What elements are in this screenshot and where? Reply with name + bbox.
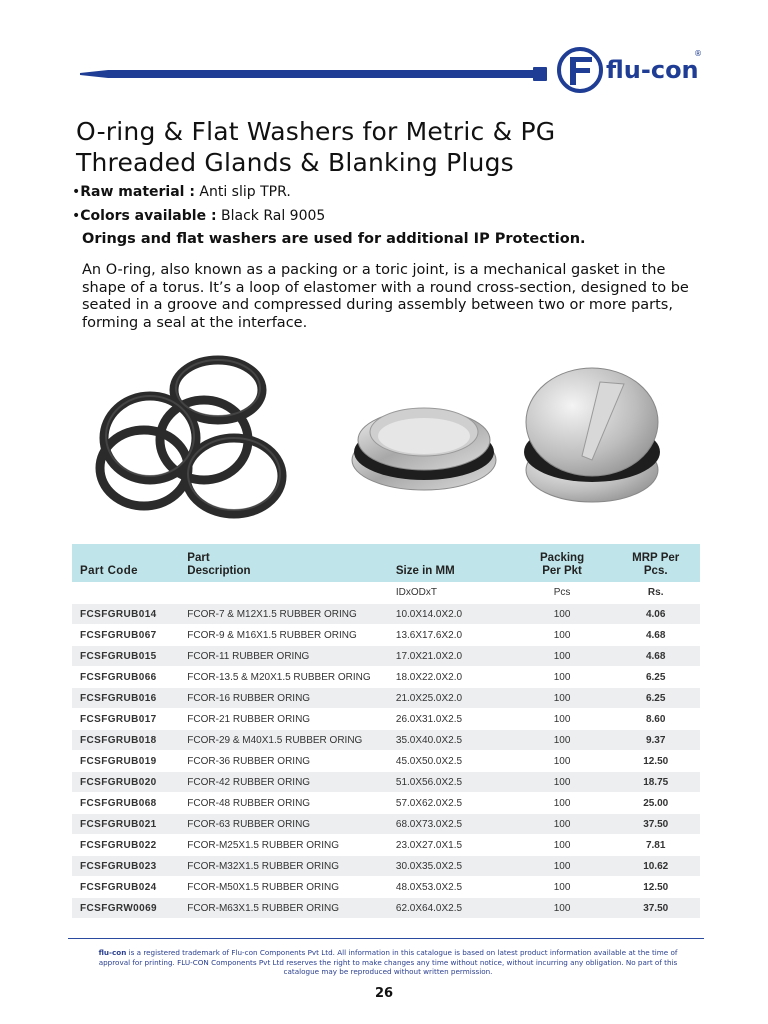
cell-mrp: 7.81: [611, 835, 700, 856]
cell-description: FCOR-M32X1.5 RUBBER ORING: [187, 856, 396, 877]
blanking-plug-closed-image: [520, 360, 664, 508]
orings-image: [92, 348, 292, 520]
cell-size: 21.0X25.0X2.0: [396, 688, 513, 709]
cell-packing: 100: [513, 709, 612, 730]
table-row: [72, 604, 700, 625]
footer-logo-text: flu-con: [98, 948, 127, 957]
cell-part-code: FCSFGRUB018: [72, 730, 187, 751]
title-line-1: O-ring & Flat Washers for Metric & PG: [76, 117, 556, 146]
bullet-colors-available: [72, 208, 325, 224]
cell-mrp: 8.60: [611, 709, 700, 730]
header-packing: [513, 544, 612, 582]
table-row: [72, 877, 700, 898]
ip-protection-note: Orings and flat washers are used for additional IP Protection.: [82, 231, 586, 247]
cell-size: 30.0X35.0X2.5: [396, 856, 513, 877]
cell-mrp: 18.75: [611, 772, 700, 793]
cell-packing: 100: [513, 835, 612, 856]
cell-packing: 100: [513, 646, 612, 667]
cell-part-code: FCSFGRUB014: [72, 604, 187, 625]
table-row: [72, 625, 700, 646]
cell-part-code: FCSFGRUB015: [72, 646, 187, 667]
cell-packing: 100: [513, 772, 612, 793]
cell-description: FCOR-7 & M12X1.5 RUBBER ORING: [187, 604, 396, 625]
table-row: [72, 814, 700, 835]
flu-con-logo-icon: [556, 40, 706, 104]
bullet-dot: •: [72, 208, 81, 224]
cell-description: FCOR-36 RUBBER ORING: [187, 751, 396, 772]
page-title: [76, 116, 716, 178]
cell-description: FCOR-M50X1.5 RUBBER ORING: [187, 877, 396, 898]
header-part-description-line-1: Part: [187, 552, 210, 564]
cell-size: 62.0X64.0X2.5: [396, 898, 513, 919]
cell-part-code: FCSFGRW0069: [72, 898, 187, 919]
cell-description: FCOR-13.5 & M20X1.5 RUBBER ORING: [187, 667, 396, 688]
cell-description: FCOR-63 RUBBER ORING: [187, 814, 396, 835]
cell-packing: 100: [513, 625, 612, 646]
cell-mrp: 4.06: [611, 604, 700, 625]
cell-description: FCOR-16 RUBBER ORING: [187, 688, 396, 709]
unit-mrp: Rs.: [611, 582, 700, 604]
table-row: [72, 793, 700, 814]
cell-packing: 100: [513, 604, 612, 625]
cell-part-code: FCSFGRUB020: [72, 772, 187, 793]
cell-size: 48.0X53.0X2.5: [396, 877, 513, 898]
cell-part-code: FCSFGRUB022: [72, 835, 187, 856]
header-packing-line-2: Per Pkt: [542, 565, 582, 577]
table-row: [72, 646, 700, 667]
cell-size: 10.0X14.0X2.0: [396, 604, 513, 625]
cell-packing: 100: [513, 751, 612, 772]
cell-size: 57.0X62.0X2.5: [396, 793, 513, 814]
page-number: 26: [374, 986, 394, 1001]
table-row: [72, 688, 700, 709]
cell-mrp: 12.50: [611, 751, 700, 772]
header-packing-line-1: Packing: [540, 552, 585, 564]
cell-part-code: FCSFGRUB023: [72, 856, 187, 877]
cell-size: 23.0X27.0X1.5: [396, 835, 513, 856]
table-row: [72, 751, 700, 772]
cell-mrp: 6.25: [611, 667, 700, 688]
cell-size: 68.0X73.0X2.5: [396, 814, 513, 835]
cell-mrp: 37.50: [611, 814, 700, 835]
title-line-2: Threaded Glands & Blanking Plugs: [76, 148, 514, 177]
unit-packing: Pcs: [513, 582, 612, 604]
cell-description: FCOR-M25X1.5 RUBBER ORING: [187, 835, 396, 856]
cell-size: 18.0X22.0X2.0: [396, 667, 513, 688]
cell-mrp: 4.68: [611, 625, 700, 646]
cell-description: FCOR-42 RUBBER ORING: [187, 772, 396, 793]
footer-disclaimer-text: is a registered trademark of Flu-con Components Pvt Ltd. All information in this catalogue is based on latest product information available at the time of approval for printing. FLU-CON Components Pvt Ltd reserves the right to make changes any time without notice, without incurring any obligation. No part of this catalogue may be reproduced without written permission.: [98, 948, 678, 977]
cell-packing: 100: [513, 856, 612, 877]
unit-size: IDxODxT: [396, 582, 513, 604]
cell-part-code: FCSFGRUB024: [72, 877, 187, 898]
table-row: [72, 856, 700, 877]
header-mrp-line-2: Pcs.: [643, 565, 668, 577]
header-part-code: Part Code: [72, 544, 187, 582]
cell-packing: 100: [513, 793, 612, 814]
header-mrp-line-1: MRP Per: [632, 552, 680, 564]
header-mrp: [611, 544, 700, 582]
price-table: [72, 544, 700, 919]
header-part-description-line-2: Description: [187, 565, 251, 577]
cell-mrp: 4.68: [611, 646, 700, 667]
header-part-description: [187, 544, 396, 582]
cell-mrp: 6.25: [611, 688, 700, 709]
cell-size: 45.0X50.0X2.5: [396, 751, 513, 772]
cell-part-code: FCSFGRUB066: [72, 667, 187, 688]
logo-text: flu-con: [606, 56, 699, 84]
cell-size: 17.0X21.0X2.0: [396, 646, 513, 667]
table-row: [72, 835, 700, 856]
footer-disclaimer: [92, 948, 684, 977]
table-row: [72, 772, 700, 793]
table-units-row: [72, 582, 700, 604]
cell-part-code: FCSFGRUB068: [72, 793, 187, 814]
header-size: Size in MM: [396, 544, 513, 582]
cell-part-code: FCSFGRUB067: [72, 625, 187, 646]
table-row: [72, 898, 700, 919]
cable-tie-icon: [78, 64, 558, 84]
blanking-plug-open-image: [348, 380, 500, 498]
footer-divider: [68, 938, 704, 939]
cell-packing: 100: [513, 898, 612, 919]
cell-description: FCOR-M63X1.5 RUBBER ORING: [187, 898, 396, 919]
cell-mrp: 10.62: [611, 856, 700, 877]
cell-mrp: 25.00: [611, 793, 700, 814]
cell-size: 51.0X56.0X2.5: [396, 772, 513, 793]
cell-description: FCOR-11 RUBBER ORING: [187, 646, 396, 667]
cell-mrp: 12.50: [611, 877, 700, 898]
cell-description: FCOR-21 RUBBER ORING: [187, 709, 396, 730]
table-row: [72, 667, 700, 688]
cell-part-code: FCSFGRUB017: [72, 709, 187, 730]
cell-packing: 100: [513, 730, 612, 751]
cell-packing: 100: [513, 667, 612, 688]
cell-description: FCOR-48 RUBBER ORING: [187, 793, 396, 814]
cell-packing: 100: [513, 814, 612, 835]
table-header-row: [72, 544, 700, 582]
bullet-value: Black Ral 9005: [221, 208, 326, 224]
cell-size: 35.0X40.0X2.5: [396, 730, 513, 751]
cell-packing: 100: [513, 688, 612, 709]
bullet-raw-material: [72, 184, 291, 200]
bullet-dot: •: [72, 184, 81, 200]
cell-size: 13.6X17.6X2.0: [396, 625, 513, 646]
table-row: [72, 709, 700, 730]
cell-size: 26.0X31.0X2.5: [396, 709, 513, 730]
bullet-value: Anti slip TPR.: [199, 184, 291, 200]
cell-description: FCOR-9 & M16X1.5 RUBBER ORING: [187, 625, 396, 646]
cell-mrp: 37.50: [611, 898, 700, 919]
cell-description: FCOR-29 & M40X1.5 RUBBER ORING: [187, 730, 396, 751]
bullet-label: Raw material :: [80, 184, 195, 200]
cell-part-code: FCSFGRUB019: [72, 751, 187, 772]
bullet-label: Colors available :: [80, 208, 217, 224]
table-row: [72, 730, 700, 751]
registered-mark: ®: [694, 49, 702, 58]
cell-packing: 100: [513, 877, 612, 898]
cell-mrp: 9.37: [611, 730, 700, 751]
cell-part-code: FCSFGRUB021: [72, 814, 187, 835]
intro-paragraph: An O-ring, also known as a packing or a toric joint, is a mechanical gasket in the shape of a torus. It’s a loop of elastomer with a round cross-section, designed to be seated in a groove and compressed during assembly between two or more parts, forming a seal at the interface.: [82, 262, 689, 331]
cell-part-code: FCSFGRUB016: [72, 688, 187, 709]
